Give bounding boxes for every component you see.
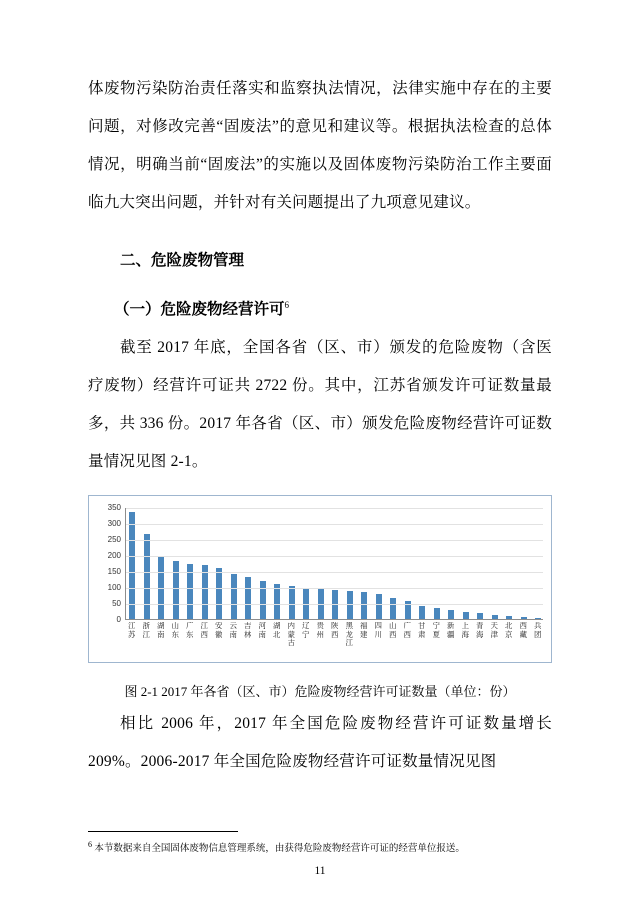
chart-bar	[361, 592, 367, 619]
footnote-divider	[88, 831, 238, 832]
chart-gridline	[126, 604, 543, 605]
chart-x-tick: 湖北	[273, 622, 280, 639]
chart-y-tick: 350	[107, 503, 121, 513]
page-number: 11	[314, 865, 326, 877]
chart-gridline	[126, 508, 543, 509]
chart-bar	[376, 594, 382, 619]
chart-x-tick: 天津	[490, 622, 498, 639]
chart-y-axis-labels	[95, 503, 121, 625]
chart-x-tick: 贵州	[316, 622, 324, 639]
chart-x-tick: 广东	[186, 622, 193, 639]
chart-bar	[434, 608, 440, 619]
chart-x-tick: 山西	[389, 622, 396, 639]
paragraph-continuation: 体废物污染防治责任落实和监察执法情况，法律实施中存在的主要问题，对修改完善“固废法”的意见和建议等。根据执法检查的总体情况，明确当前“固废法”的实施以及固体废物污染防治工作主要面临九大突出问题，并针对有关问题提出了九项意见建议。	[88, 80, 552, 211]
chart-bar	[448, 610, 454, 619]
chart-x-tick: 北京	[505, 622, 512, 639]
footnote-reference-marker: 6	[284, 300, 290, 310]
chart-bar	[477, 613, 483, 619]
chart-x-tick: 安徽	[215, 622, 222, 639]
chart-bar	[173, 561, 179, 620]
chart-y-tick: 0	[116, 615, 121, 625]
chart-gridline	[126, 588, 543, 589]
chart-x-tick: 新疆	[447, 622, 454, 639]
chart-x-axis-labels	[126, 622, 543, 658]
chart-x-tick: 江苏	[128, 622, 135, 639]
paragraph-permits: 截至 2017 年底，全国各省（区、市）颁发的危险废物（含医疗废物）经营许可证共 2722 份。其中，江苏省颁发许可证数量最多，共 336 份。2017 年各省（区、市）颁发危险废物经营许可证数量情况见图 2-1。	[88, 339, 552, 471]
chart-x-tick: 宁夏	[432, 622, 440, 639]
footnote	[88, 837, 552, 857]
chart-bar	[419, 606, 425, 619]
chart-x-tick: 湖南	[157, 622, 164, 639]
chart-bar	[463, 612, 469, 619]
footnote-text: 本节数据来自全国固体废物信息管理系统，由获得危险废物经营许可证的经营单位报送。	[94, 844, 465, 854]
chart-y-tick: 200	[107, 551, 121, 561]
chart-x-tick: 广西	[403, 622, 411, 639]
chart-x-tick: 上海	[461, 622, 469, 639]
chart-plot-area	[125, 508, 543, 620]
chart-bar	[216, 568, 222, 619]
chart-y-tick: 250	[107, 535, 121, 545]
chart-gridline	[126, 540, 543, 541]
chart-y-tick: 150	[107, 567, 121, 577]
chart-x-tick: 福建	[360, 622, 367, 639]
chart-x-tick: 内蒙古	[287, 622, 295, 648]
chart-x-tick: 陕西	[331, 622, 338, 639]
chart-x-tick: 兵团	[534, 622, 541, 639]
chart-gridline	[126, 524, 543, 525]
chart-x-tick: 山东	[171, 622, 179, 639]
chart-x-tick: 河南	[258, 622, 266, 639]
chart-bar	[144, 534, 150, 619]
chart-x-tick: 甘肃	[418, 622, 425, 639]
chart-x-tick: 西藏	[519, 622, 527, 639]
chart-bar	[535, 618, 541, 620]
figure-bar-chart	[88, 495, 552, 663]
chart-bar	[245, 577, 251, 619]
figure-caption: 图 2-1 2017 年各省（区、市）危险废物经营许可证数量（单位：份）	[124, 684, 516, 700]
chart-x-tick: 辽宁	[302, 622, 309, 639]
chart-bar	[492, 615, 498, 619]
chart-x-tick: 浙江	[142, 622, 150, 639]
chart-bar	[390, 598, 396, 619]
chart-bar	[274, 584, 280, 619]
chart-bar	[521, 617, 527, 619]
chart-x-tick: 云南	[229, 622, 237, 639]
chart-bar	[202, 565, 208, 619]
chart-x-tick: 青海	[476, 622, 483, 639]
section-heading: 二、危险废物管理	[120, 252, 245, 269]
chart-x-tick: 黑龙江	[345, 622, 353, 648]
chart-bar	[506, 616, 512, 620]
chart-bar	[231, 574, 237, 619]
chart-x-tick: 四川	[374, 622, 382, 639]
chart-y-tick: 300	[107, 519, 121, 529]
chart-y-tick: 50	[112, 599, 121, 609]
chart-x-tick: 江西	[200, 622, 208, 639]
paragraph-growth: 相比 2006 年，2017 年全国危险废物经营许可证数量增长209%。2006-2017 年全国危险废物经营许可证数量情况见图	[88, 715, 552, 771]
chart-gridline	[126, 556, 543, 557]
sub-heading-text: （一）危险废物经营许可	[114, 301, 285, 319]
chart-x-tick: 吉林	[244, 622, 251, 639]
chart-y-tick: 100	[107, 583, 121, 593]
sub-heading	[88, 286, 552, 329]
footnote-area	[88, 831, 552, 857]
chart-gridline	[126, 572, 543, 573]
chart-bar	[289, 586, 295, 619]
chart-bar	[129, 512, 135, 620]
footnote-number: 6	[88, 839, 92, 849]
chart-bar	[260, 581, 266, 619]
